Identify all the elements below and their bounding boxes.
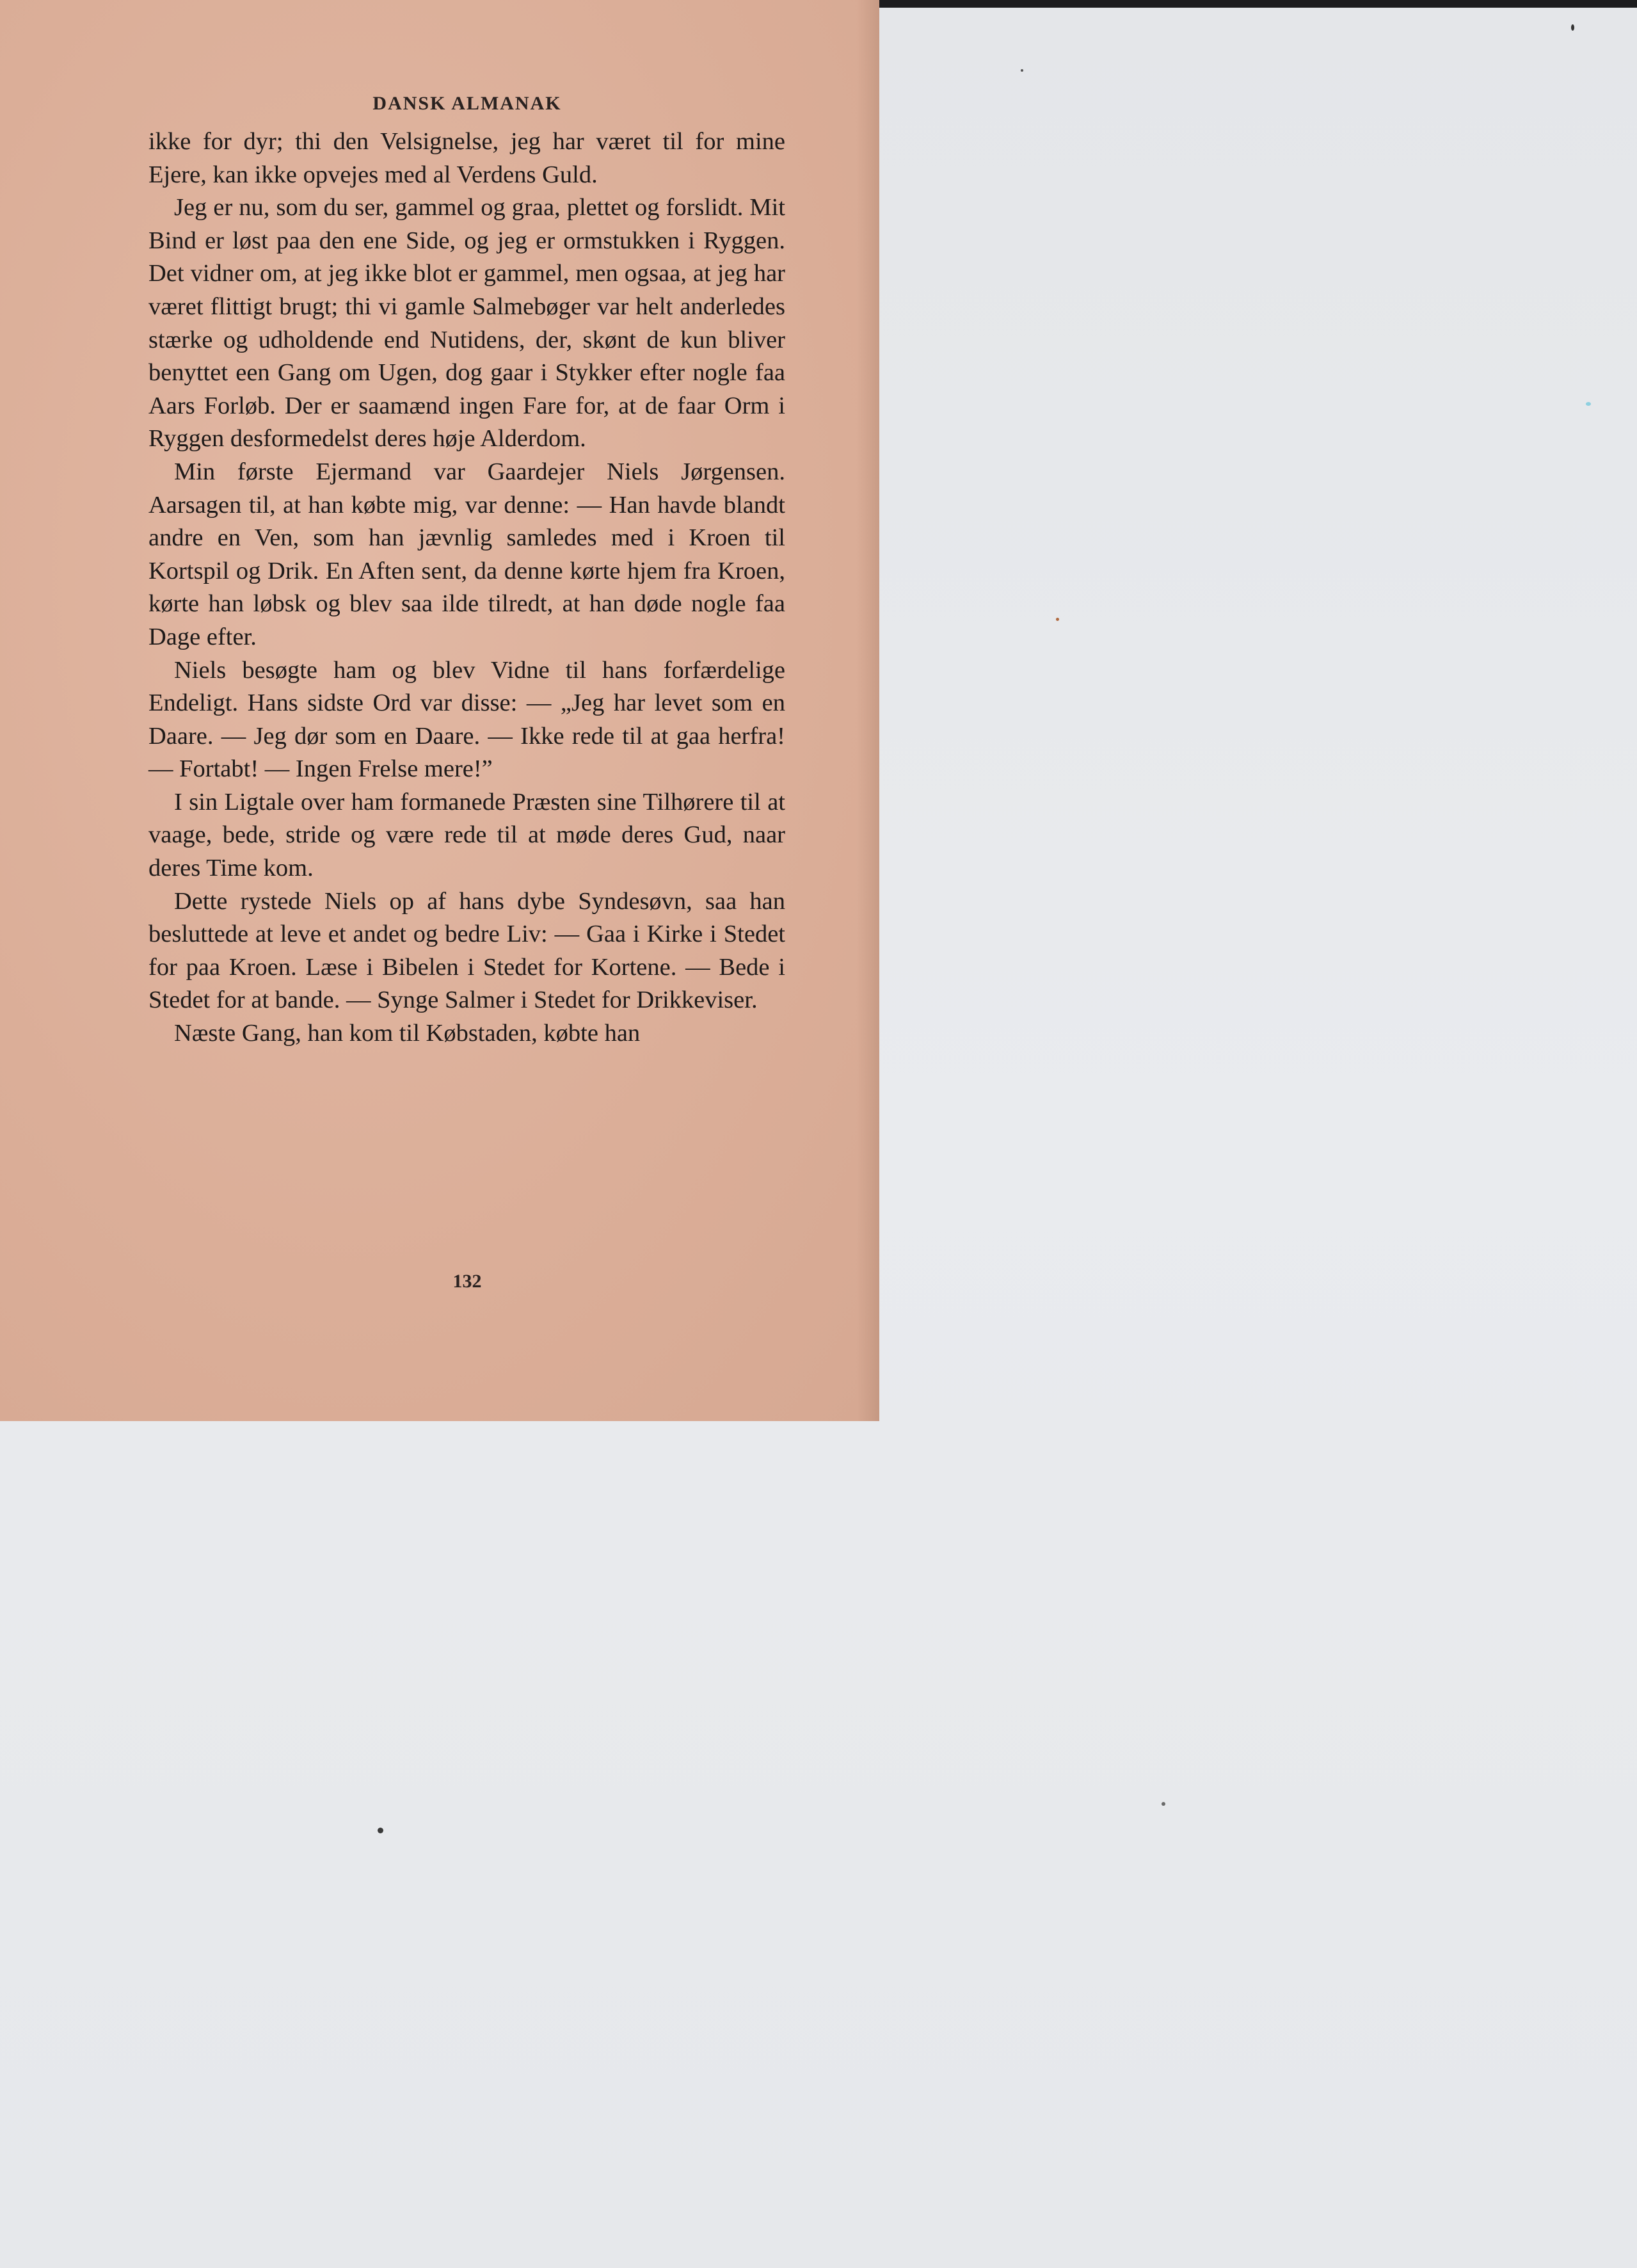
paragraph-1: ikke for dyr; thi den Velsignelse, jeg har været til for mine Ejere, kan ikke opvejes med al Verdens Guld.: [148, 128, 785, 188]
paragraph-3: Min første Ejermand var Gaardejer Niels Jørgensen. Aarsagen til, at han købte mig, var denne: — Han havde blandt andre en Ven, som han jævnlig samledes med i Kroen til Kortspil og Drik. En Aften sent, da denne kørte hjem fra Kroen, kørte han løbsk og blev saa ilde tilredt, at han døde nogle faa Dage efter.: [148, 458, 785, 650]
paragraph-6: Dette rystede Niels op af hans dybe Syndesøvn, saa han besluttede at leve et andet og bedre Liv: — Gaa i Kirke i Stedet for paa Kroen. Læse i Bibelen i Stedet for Kortene. — Bede i Stedet for at bande. — Synge Salmer i Stedet for Drikkeviser.: [148, 887, 785, 1014]
paragraph-5: I sin Ligtale over ham formanede Præsten sine Tilhørere til at vaage, bede, stride og være rede til at møde deres Gud, naar deres Time kom.: [148, 788, 785, 882]
paragraph-7: Næste Gang, han kom til Købstaden, købte han: [174, 1020, 641, 1047]
page-number: 132: [452, 1271, 482, 1292]
paragraph-2: Jeg er nu, som du ser, gammel og graa, plettet og forslidt. Mit Bind er løst paa den ene Side, og jeg er ormstukken i Ryggen. Det vidner om, at jeg ikke blot er gammel, men ogsaa, at jeg har været flittigt brugt; thi vi gamle Salmebøger var helt anderledes stærke og udholdende end Nutidens, der, skønt de kun bliver benyttet een Gang om Ugen, dog gaar i Stykker efter nogle faa Aars Forløb. Der er saamænd ingen Fare for, at de faar Orm i Ryggen desformedelst deres høje Alderdom.: [148, 194, 785, 453]
dust-speck: [1571, 24, 1574, 31]
book-page: [0, 0, 879, 1421]
dust-speck: [1586, 402, 1591, 406]
dust-speck: [378, 1828, 383, 1833]
paragraph-4: Niels besøgte ham og blev Vidne til hans forfærdelige Endeligt. Hans sidste Ord var disse: — „Jeg har levet som en Daare. — Jeg dør som en Daare. — Ikke rede til at gaa herfra! — Fortabt! — Ingen Frelse mere!”: [148, 656, 785, 783]
page-edge-shadow: [856, 0, 879, 1421]
scanner-top-edge: [877, 0, 1637, 8]
page-body: [148, 125, 785, 1050]
dust-speck: [1162, 1802, 1165, 1806]
dust-speck: [1021, 69, 1023, 72]
dust-speck: [1056, 618, 1059, 621]
running-head: DANSK ALMANAK: [372, 93, 562, 114]
